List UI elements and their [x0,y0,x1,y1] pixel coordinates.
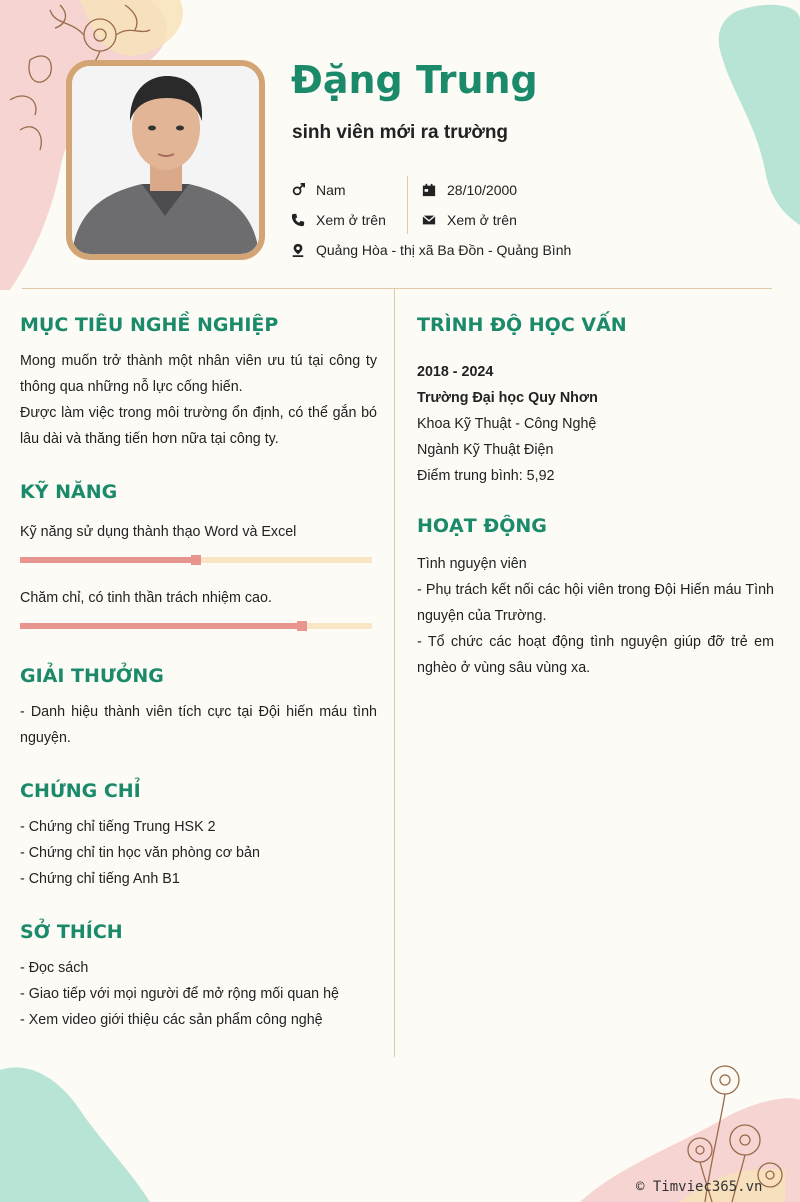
candidate-name: Đặng Trung [291,58,538,102]
list-item: - Phụ trách kết nối các hội viên trong Đội Hiến máu Tình nguyện của Trường. [417,582,774,624]
objective-title: MỤC TIÊU NGHỀ NGHIỆP [20,314,279,336]
list-item: - Đọc sách [20,960,89,976]
job-title: sinh viên mới ra trường [292,122,509,143]
list-item: - Tổ chức các hoạt động tình nguyện giúp đỡ trẻ em nghèo ở vùng sâu vùng xa. [417,634,774,676]
gender-value: Nam [316,182,346,198]
bottom-left-watercolor-decoration [0,1060,160,1202]
hobbies-list [20,955,377,1033]
info-divider [407,176,408,234]
email-row [422,212,517,228]
skills-title: KỸ NĂNG [20,481,118,503]
skill-bar [20,623,372,629]
location-pin-icon [291,243,305,257]
list-item: - Giao tiếp với mọi người để mở rộng mối quan hệ [20,986,340,1002]
objective-text [20,348,377,452]
skill-bar-fill [20,557,196,563]
awards-title: GIẢI THƯỞNG [20,665,164,687]
education-gpa: Điểm trung bình: 5,92 [417,468,555,484]
avatar-illustration [72,66,259,254]
header-divider [22,288,772,289]
phone-icon [291,213,305,227]
phone-row [291,212,386,228]
profile-photo [66,60,265,260]
address-value: Quảng Hòa - thị xã Ba Đồn - Quảng Bình [316,242,572,258]
gender-icon [291,183,305,197]
skill-bar-fill [20,623,302,629]
skill-bar [20,557,372,563]
activity-role: Tình nguyện viên [417,556,527,572]
education-faculty: Khoa Kỹ Thuật - Công Nghệ [417,416,597,432]
education-school: Trường Đại học Quy Nhơn [417,390,598,406]
gender-row [291,182,346,198]
certificates-title: CHỨNG CHỈ [20,780,141,802]
education-details [417,359,774,489]
activities-title: HOẠT ĐỘNG [417,515,547,537]
birthday-value: 28/10/2000 [447,182,518,198]
activities-details [417,551,774,681]
objective-paragraph: Mong muốn trở thành một nhân viên ưu tú tại công ty thông qua những nỗ lực cống hiến. [20,353,377,395]
education-major: Ngành Kỹ Thuật Điện [417,442,554,458]
envelope-icon [422,213,436,227]
phone-value: Xem ở trên [316,212,386,228]
list-item: - Chứng chỉ tiếng Anh B1 [20,871,180,887]
skill-label: Kỹ năng sử dụng thành thạo Word và Excel [20,524,297,540]
list-item: - Xem video giới thiệu các sản phẩm công nghệ [20,1012,323,1028]
list-item: - Chứng chỉ tin học văn phòng cơ bản [20,845,260,861]
address-row [291,242,571,258]
top-right-watercolor-decoration [710,0,800,230]
column-divider [394,289,395,1057]
hobbies-title: SỞ THÍCH [20,921,123,943]
calendar-icon [422,183,436,197]
skill-bar-knob [191,555,201,565]
skill-label: Chăm chỉ, có tinh thần trách nhiệm cao. [20,590,272,606]
list-item: - Chứng chỉ tiếng Trung HSK 2 [20,819,216,835]
birthday-row [422,182,517,198]
email-value: Xem ở trên [447,212,517,228]
awards-text: - Danh hiệu thành viên tích cực tại Đội hiến máu tình nguyện. [20,704,377,746]
skill-bar-knob [297,621,307,631]
objective-paragraph: Được làm việc trong môi trường ổn định, có thể gắn bó lâu dài và thăng tiến hơn nữa tại công ty. [20,405,377,447]
education-title: TRÌNH ĐỘ HỌC VẤN [417,314,627,336]
education-period: 2018 - 2024 [417,364,494,380]
certificates-list [20,814,377,892]
watermark: © Timviec365.vn [636,1179,763,1195]
